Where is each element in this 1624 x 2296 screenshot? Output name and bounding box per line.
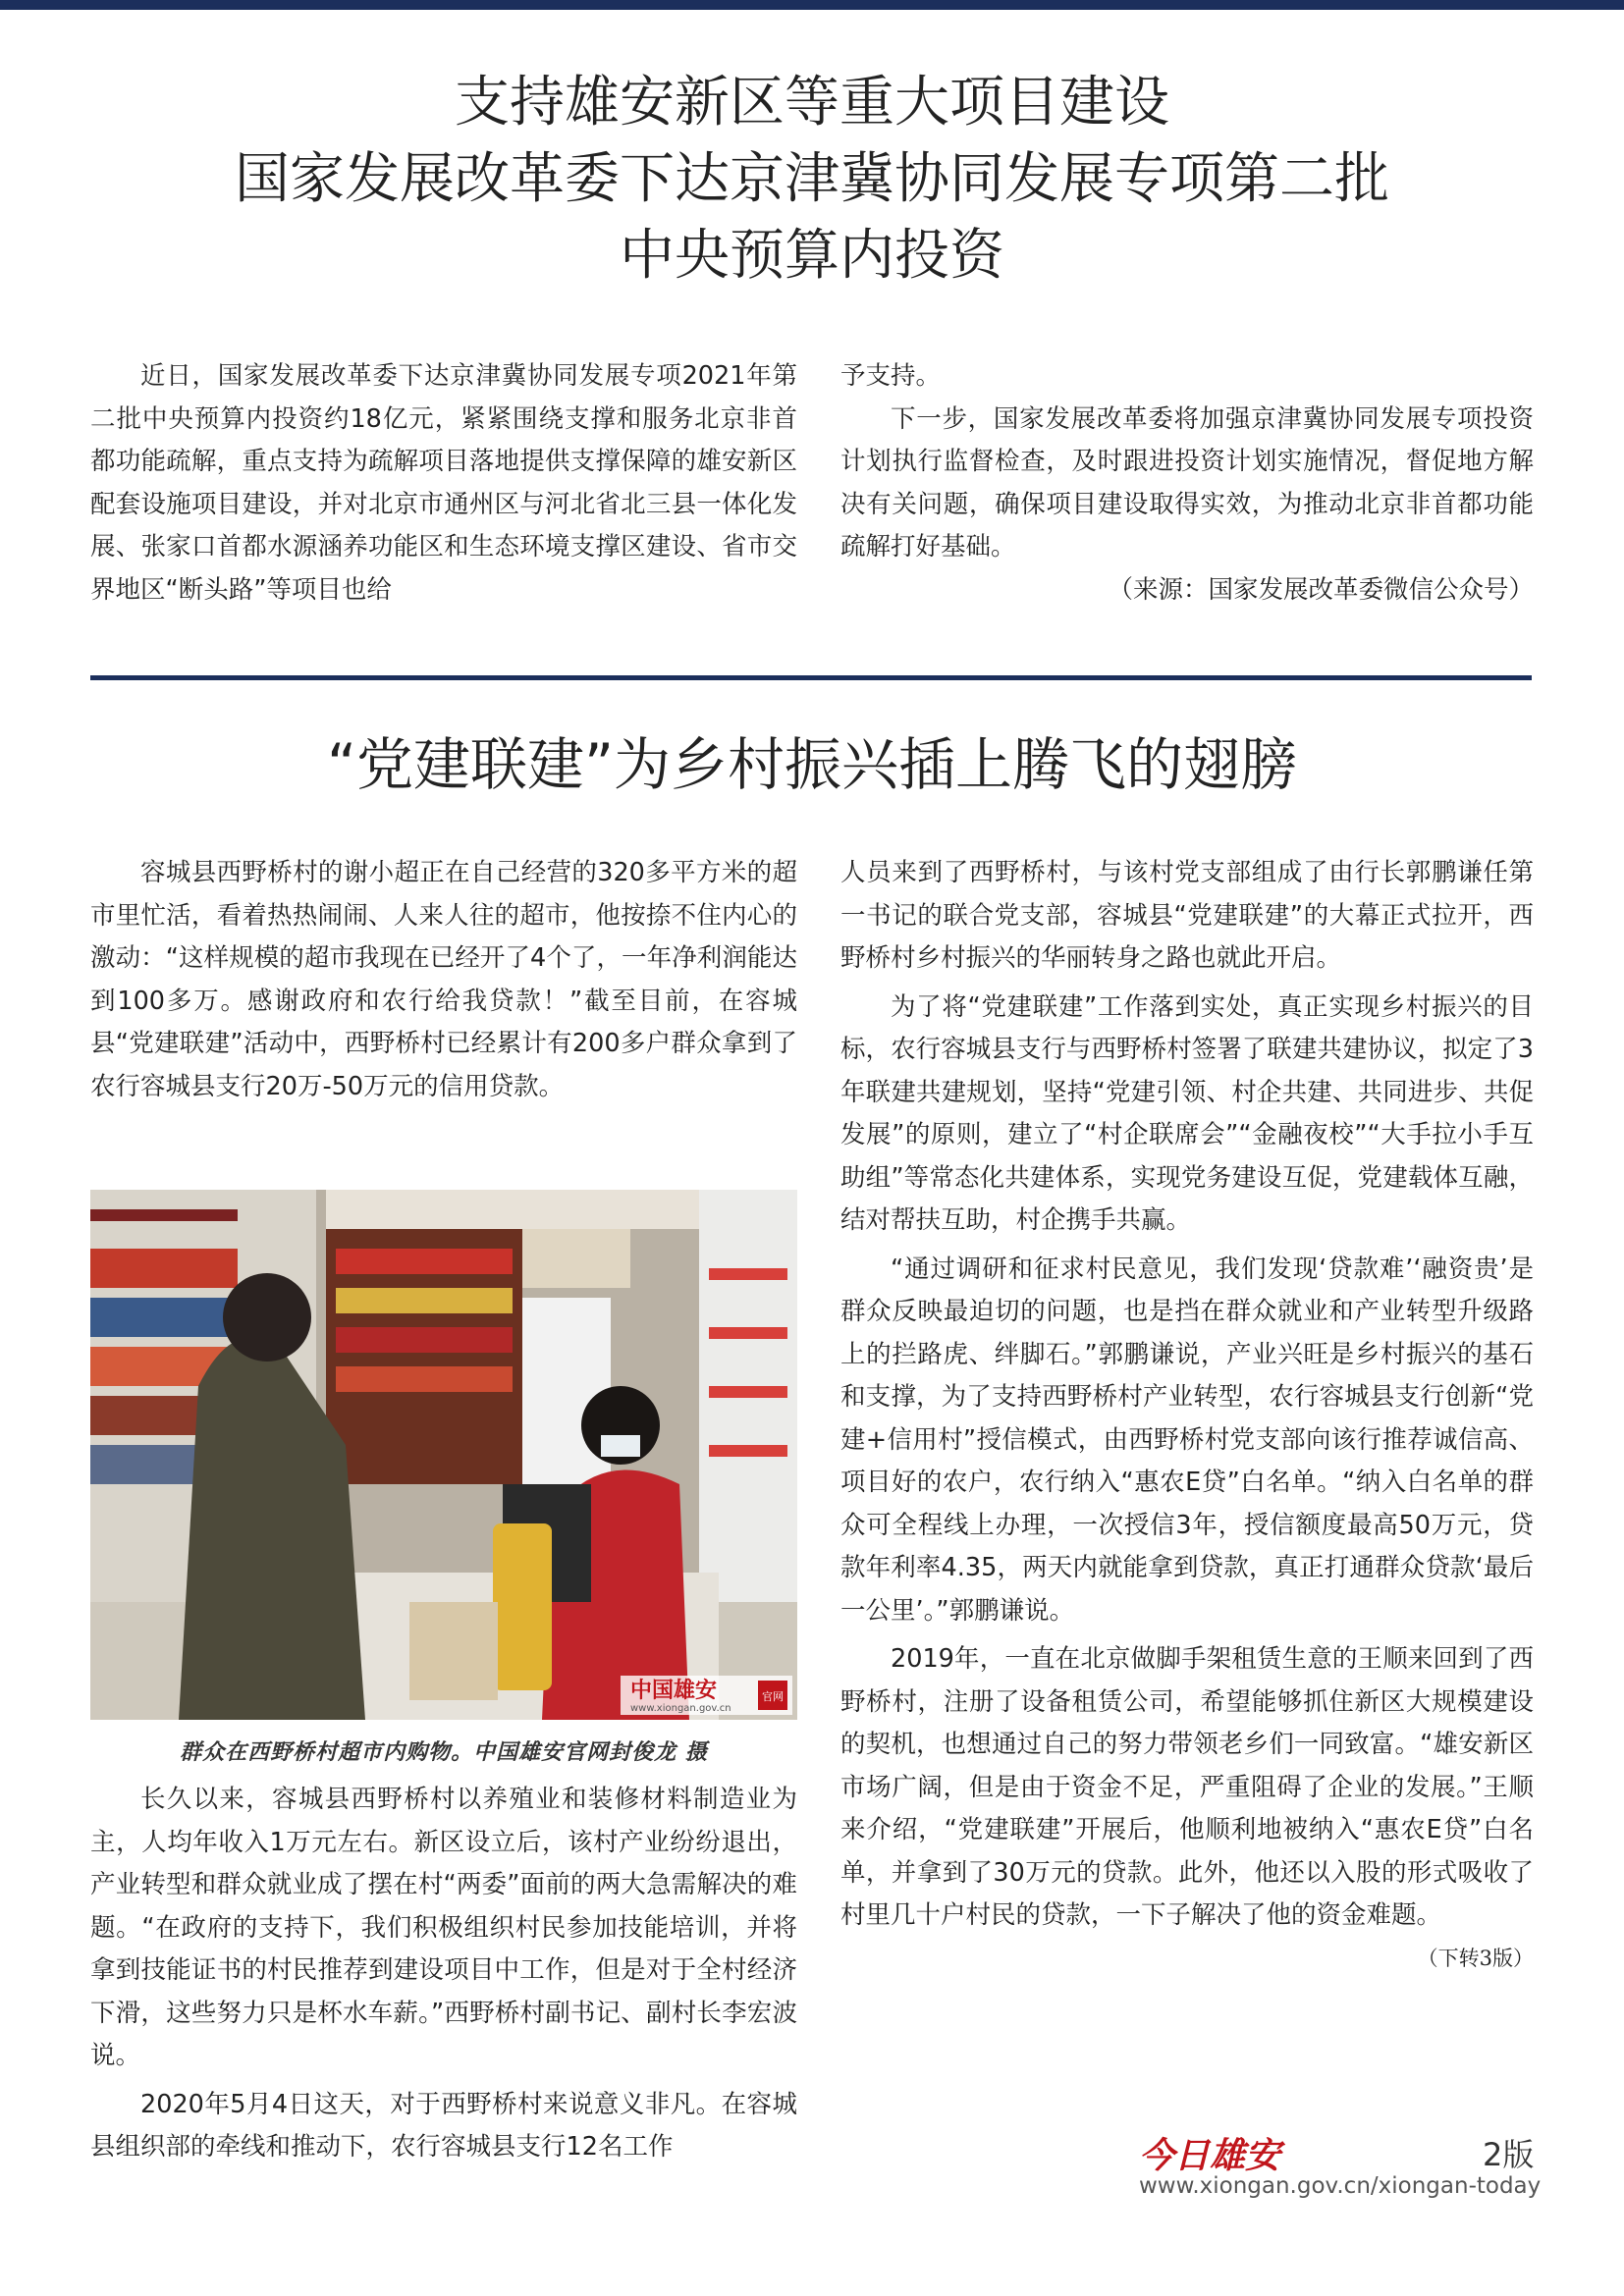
article2-paragraph: 容城县西野桥村的谢小超正在自己经营的320多平方米的超市里忙活，看着热热闹闹、人来人往的超市，他按捺不住内心的激动：“这样规模的超市我现在已经开了4个了，一年净利润能达到100多万。感谢政府和农行给我贷款！”截至目前，在容城县“党建联建”活动中，西野桥村已经累计有200多户群众拿到了农行容城县支行20万-50万元的信用贷款。 bbox=[90, 858, 797, 1101]
article2-left-upper-column bbox=[90, 852, 797, 1108]
supermarket-photo-illustration bbox=[90, 1190, 797, 1720]
article2-left-lower-column bbox=[90, 1779, 797, 2169]
page-number: 2版 bbox=[1483, 2136, 1535, 2173]
section-divider bbox=[90, 675, 1532, 680]
article2-right-column bbox=[840, 852, 1534, 1980]
article2-paragraph: 长久以来，容城县西野桥村以养殖业和装修材料制造业为主，人均年收入1万元左右。新区设立后，该村产业纷纷退出，产业转型和群众就业成了摆在村“两委”面前的两大急需解决的难题。“在政府的支持下，我们积极组织村民参加技能培训，并将拿到技能证书的村民推荐到建设项目中工作，但是对于全村经济下滑，这些努力只是杯水车薪。”西野桥村副书记、副村长李宏波说。 bbox=[90, 1785, 797, 2070]
article1-source: （来源：国家发展改革委微信公众号） bbox=[1108, 574, 1534, 605]
article1-left-column bbox=[90, 355, 797, 612]
continued-note: （下转3版） bbox=[1417, 1946, 1534, 1970]
article1-title-line-3: 中央预算内投资 bbox=[620, 224, 1004, 288]
article2-continuation: 人员来到了西野桥村，与该村党支部组成了由行长郭鹏谦任第一书记的联合党支部，容城县“党建联建”的大幕正式拉开，西野桥村乡村振兴的华丽转身之路也就此开启。 bbox=[840, 858, 1534, 973]
article1-title-line-2: 国家发展改革委下达京津冀协同发展专项第二批 bbox=[235, 147, 1389, 211]
photo-watermark-url: www.xiongan.gov.cn bbox=[630, 1703, 731, 1714]
photo-caption: 群众在西野桥村超市内购物。中国雄安官网封俊龙 摄 bbox=[180, 1739, 708, 1765]
supermarket-photo bbox=[90, 1190, 797, 1720]
photo-watermark: 中国雄安 bbox=[630, 1678, 718, 1703]
footer-brand-logo: 今日雄安 bbox=[1139, 2135, 1281, 2176]
article2-title: “党建联建”为乡村振兴插上腾飞的翅膀 bbox=[326, 731, 1298, 798]
article1-paragraph: 近日，国家发展改革委下达京津冀协同发展专项2021年第二批中央预算内投资约18亿元，紧紧围绕支撑和服务北京非首都功能疏解，重点支持为疏解项目落地提供支撑保障的雄安新区配套设施项目建设，并对北京市通州区与河北省北三县一体化发展、张家口首都水源涵养功能区和生态环境支撑区建设、省市交界地区“断头路”等项目也给 bbox=[90, 361, 797, 605]
article2-paragraph: 为了将“党建联建”工作落到实处，真正实现乡村振兴的目标，农行容城县支行与西野桥村签署了联建共建协议，拟定了3年联建共建规划，坚持“党建引领、村企共建、共同进步、共促发展”的原则，建立了“村企联席会”“金融夜校”“大手拉小手互助组”等常态化共建体系，实现党务建设互促，党建载体互融，结对帮扶互助，村企携手共赢。 bbox=[840, 991, 1534, 1235]
top-bar bbox=[0, 0, 1624, 10]
footer-url[interactable]: www.xiongan.gov.cn/xiongan-today bbox=[1139, 2173, 1542, 2199]
article1-continuation: 予支持。 bbox=[840, 361, 942, 391]
article1-paragraph: 下一步，国家发展改革委将加强京津冀协同发展专项投资计划执行监督检查，及时跟进投资计划实施情况，督促地方解决有关问题，确保项目建设取得实效，为推动北京非首都功能疏解打好基础。 bbox=[840, 403, 1534, 561]
article2-paragraph: 2019年，一直在北京做脚手架租赁生意的王顺来回到了西野桥村，注册了设备租赁公司，希望能够抓住新区大规模建设的契机，也想通过自己的努力带领老乡们一同致富。“雄安新区市场广阔，但是由于资金不足，严重阻碍了企业的发展。”王顺来介绍，“党建联建”开展后，他顺利地被纳入“惠农E贷”白名单，并拿到了30万元的贷款。此外，他还以入股的形式吸收了村里几十户村民的贷款，一下子解决了他的资金难题。 bbox=[840, 1644, 1534, 1930]
article1-right-column bbox=[840, 355, 1534, 612]
photo-watermark-badge: 官网 bbox=[762, 1690, 784, 1703]
article2-paragraph: “通过调研和征求村民意见，我们发现‘贷款难’‘融资贵’是群众反映最迫切的问题，也是挡在群众就业和产业转型升级路上的拦路虎、绊脚石。”郭鹏谦说，产业兴旺是乡村振兴的基石和支撑，为了支持西野桥村产业转型，农行容城县支行创新“党建+信用村”授信模式，由西野桥村党支部向该行推荐诚信高、项目好的农户，农行纳入“惠农E贷”白名单。“纳入白名单的群众可全程线上办理，一次授信3年，授信额度最高50万元，贷款年利率4.35，两天内就能拿到贷款，真正打通群众贷款‘最后一公里’。”郭鹏谦说。 bbox=[840, 1254, 1534, 1626]
article2-paragraph: 2020年5月4日这天，对于西野桥村来说意义非凡。在容城县组织部的牵线和推动下，农行容城县支行12名工作 bbox=[90, 2089, 797, 2162]
article1-title-line-1: 支持雄安新区等重大项目建设 bbox=[455, 71, 1169, 134]
